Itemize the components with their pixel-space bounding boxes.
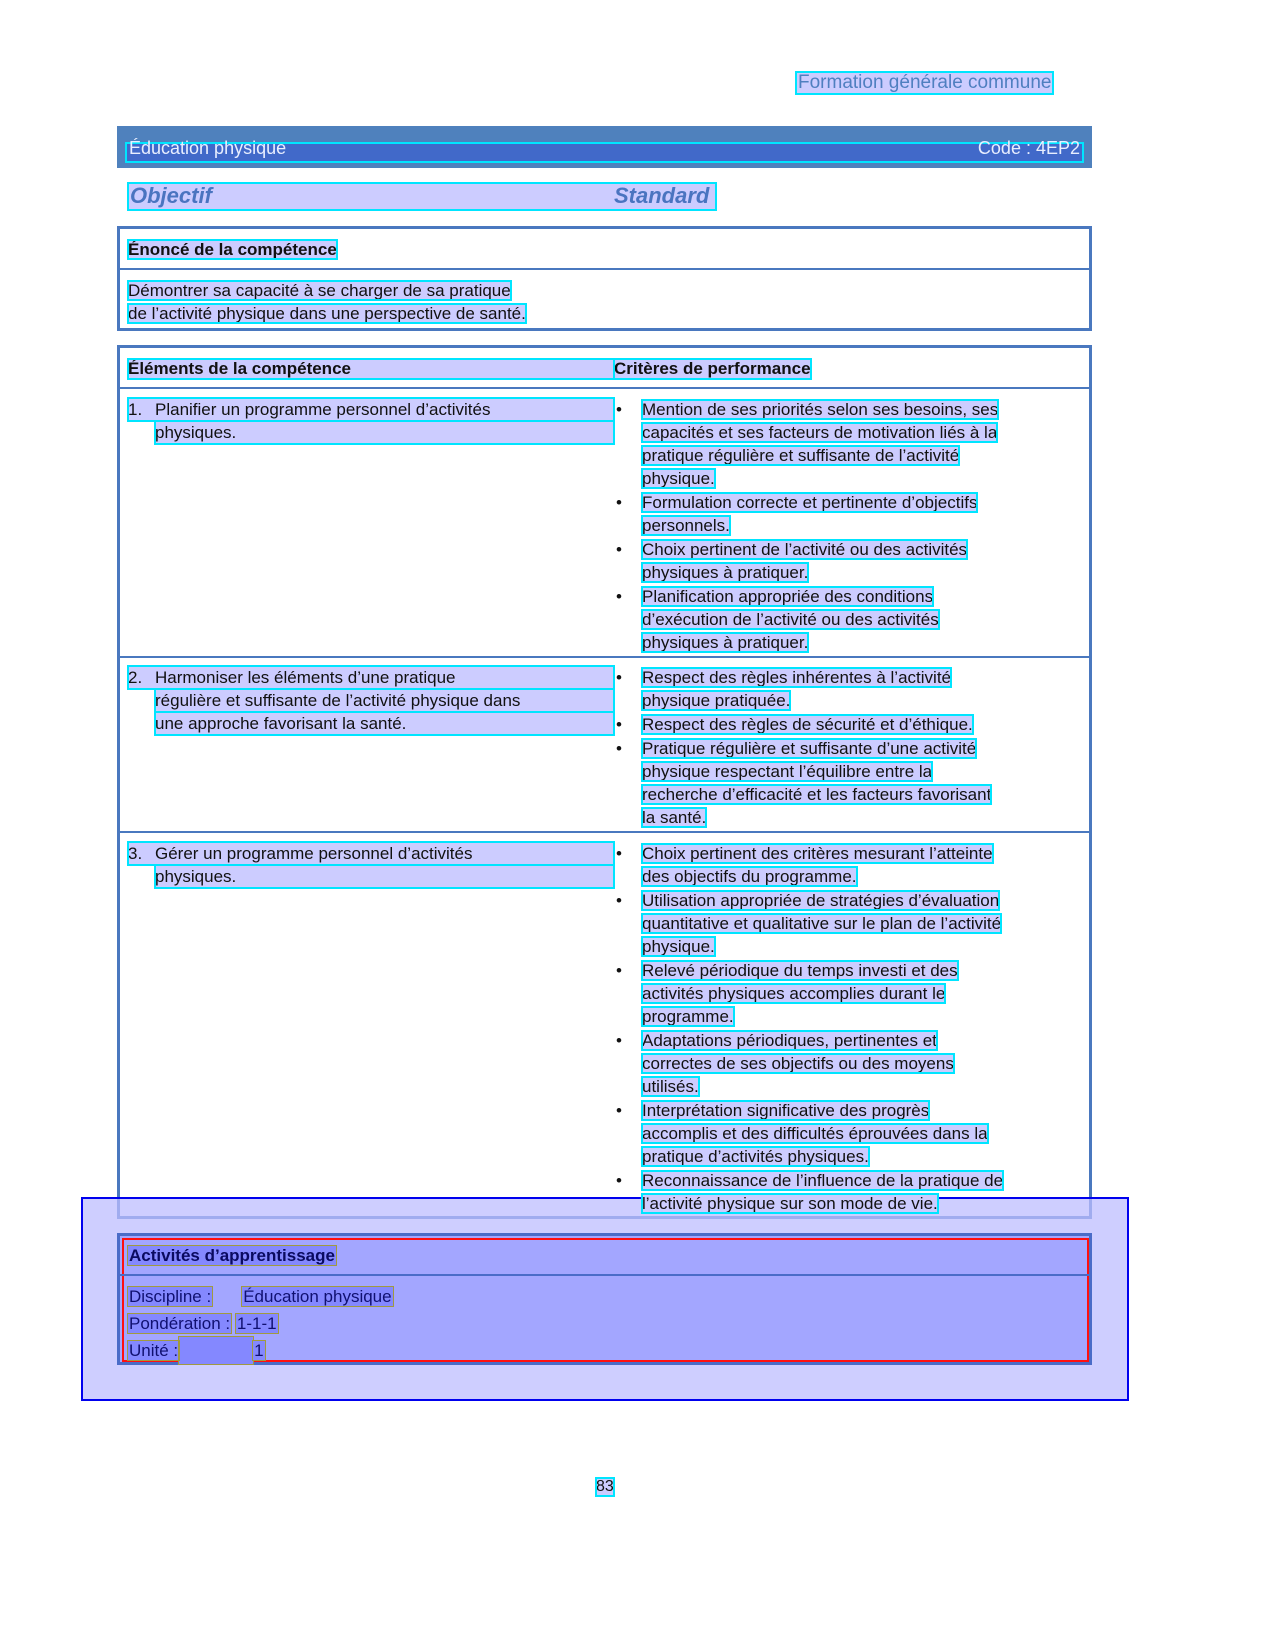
criterion-text: physique respectant l’équilibre entre la <box>642 762 933 781</box>
criterion-text: la santé. <box>642 808 707 827</box>
criterion-text: correctes de ses objectifs ou des moyens <box>642 1054 954 1073</box>
bullet-icon: • <box>616 961 622 980</box>
criterion-text: recherche d’efficacité et les facteurs favorisant <box>642 785 992 804</box>
element-number: 1. <box>128 400 143 419</box>
competence-statement-title: Énoncé de la compétence <box>128 240 337 259</box>
element-text: physiques. <box>155 423 237 442</box>
bullet-icon: • <box>616 844 622 863</box>
criterion-item <box>614 1099 1074 1168</box>
learning-activities-box <box>117 1233 1092 1365</box>
criterion-text: Respect des règles inhérentes à l’activité <box>642 668 951 687</box>
course-header-band <box>117 126 1092 168</box>
table-row <box>120 833 1089 1219</box>
criterion-text: pratique d’activités physiques. <box>642 1147 869 1166</box>
competence-elements-table <box>117 345 1092 1219</box>
criterion-text: Relevé périodique du temps investi et des <box>642 961 958 980</box>
statement-line: de l’activité physique dans une perspective de santé. <box>128 304 526 323</box>
course-name: Éducation physique <box>129 138 287 158</box>
criterion-text: utilisés. <box>642 1077 699 1096</box>
bullet-icon: • <box>616 587 622 606</box>
criterion-text: physiques à pratiquer. <box>642 633 809 652</box>
criterion-text: d’exécution de l’activité ou des activités <box>642 610 939 629</box>
element-text: une approche favorisant la santé. <box>155 714 407 733</box>
criterion-item <box>614 889 1074 958</box>
criterion-text: physique. <box>642 469 715 488</box>
criterion-text: Respect des règles de sécurité et d’éthique. <box>642 715 973 734</box>
criterion-text: Choix pertinent des critères mesurant l’atteinte <box>642 844 993 863</box>
table-row <box>120 389 1089 658</box>
bullet-icon: • <box>616 1101 622 1120</box>
criterion-text: pratique régulière et suffisante de l’activité <box>642 446 960 465</box>
criterion-text: accomplis et des difficultés éprouvées dans la <box>642 1124 988 1143</box>
competence-statement-box <box>117 226 1092 331</box>
table-header <box>120 348 1089 389</box>
criterion-item <box>614 737 1074 829</box>
criterion-text: Mention de ses priorités selon ses besoins, ses <box>642 400 999 419</box>
bullet-icon: • <box>616 891 622 910</box>
element-number: 3. <box>128 844 143 863</box>
page-number: 83 <box>596 1478 614 1495</box>
element-text: physiques. <box>155 867 237 886</box>
criterion-item <box>614 1029 1074 1098</box>
criterion-text: Formulation correcte et pertinente d’objectifs <box>642 493 978 512</box>
program-title: Formation générale commune <box>798 72 1052 93</box>
element-text: régulière et suffisante de l’activité physique dans <box>155 691 521 710</box>
bullet-icon: • <box>616 400 622 419</box>
criterion-text: Reconnaissance de l’influence de la pratique de <box>642 1171 1004 1190</box>
discipline-label: Discipline : <box>129 1287 212 1306</box>
criterion-text: l’activité physique sur son mode de vie. <box>642 1194 938 1213</box>
criterion-text: Utilisation appropriée de stratégies d’évaluation <box>642 891 1000 910</box>
criterion-item <box>614 713 1074 736</box>
bullet-icon: • <box>616 739 622 758</box>
criterion-text: activités physiques accomplies durant le <box>642 984 946 1003</box>
bullet-icon: • <box>616 668 622 687</box>
criterion-text: quantitative et qualitative sur le plan de l’activité <box>642 914 1002 933</box>
ponderation-value: 1-1-1 <box>236 1314 277 1333</box>
criterion-text: Choix pertinent de l’activité ou des activités <box>642 540 968 559</box>
criterion-item <box>614 585 1074 654</box>
bullet-icon: • <box>616 540 622 559</box>
element-text: Harmoniser les éléments d’une pratique <box>155 668 456 687</box>
standard-label: Standard <box>614 183 710 208</box>
criterion-item <box>614 491 1074 537</box>
bullet-icon: • <box>616 1031 622 1050</box>
discipline-value: Éducation physique <box>243 1287 392 1306</box>
criterion-text: Planification appropriée des conditions <box>642 587 934 606</box>
elements-header: Éléments de la compétence <box>128 359 614 379</box>
criterion-text: Interprétation significative des progrès <box>642 1101 930 1120</box>
criterion-text: programme. <box>642 1007 734 1026</box>
criterion-item <box>614 959 1074 1028</box>
criterion-item <box>614 842 1074 888</box>
unite-label: Unité : <box>129 1341 179 1360</box>
criterion-text: physiques à pratiquer. <box>642 563 809 582</box>
element-number: 2. <box>128 668 143 687</box>
criterion-item <box>614 666 1074 712</box>
criterion-text: Adaptations périodiques, pertinentes et <box>642 1031 937 1050</box>
criterion-text: physique. <box>642 937 715 956</box>
table-row <box>120 658 1089 833</box>
element-text: Planifier un programme personnel d’activités <box>155 400 491 419</box>
criterion-item <box>614 538 1074 584</box>
element-text: Gérer un programme personnel d’activités <box>155 844 473 863</box>
criterion-item <box>614 1169 1074 1215</box>
bullet-icon: • <box>616 1171 622 1190</box>
criterion-item <box>614 398 1074 490</box>
criterion-text: physique pratiquée. <box>642 691 791 710</box>
ponderation-label: Pondération : <box>129 1314 231 1333</box>
criterion-text: Pratique régulière et suffisante d’une activité <box>642 739 977 758</box>
course-code: Code : 4EP2 <box>977 138 1080 158</box>
objective-standard-row <box>128 183 716 210</box>
objectif-label: Objectif <box>130 183 212 208</box>
bullet-icon: • <box>616 715 622 734</box>
criterion-text: capacités et ses facteurs de motivation liés à la <box>642 423 998 442</box>
unite-value: 1 <box>254 1341 264 1360</box>
criteria-header: Critères de performance <box>614 359 811 378</box>
activities-title: Activités d’apprentissage <box>129 1246 335 1265</box>
criterion-text: des objectifs du programme. <box>642 867 857 886</box>
bullet-icon: • <box>616 493 622 512</box>
criterion-text: personnels. <box>642 516 730 535</box>
statement-line: Démontrer sa capacité à se charger de sa pratique <box>128 281 511 300</box>
